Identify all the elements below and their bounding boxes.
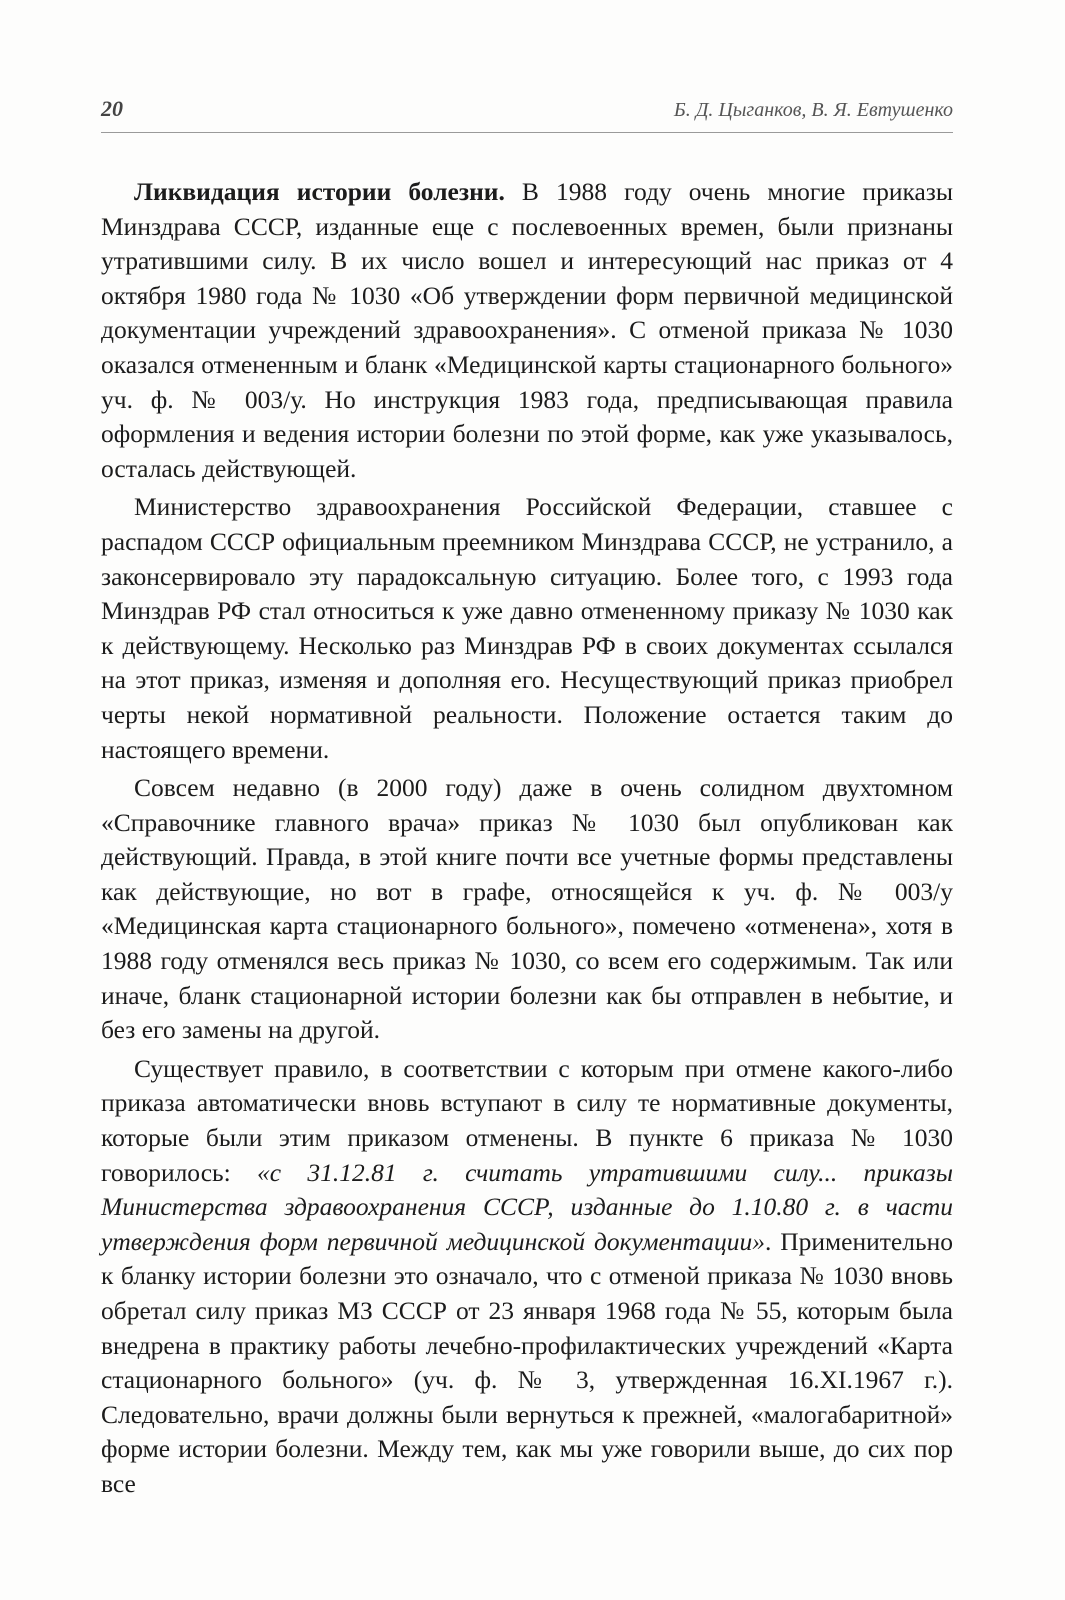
running-head-authors: Б. Д. Цыганков, В. Я. Евтушенко [673,99,953,121]
paragraph-2: Министерство здравоохранения Российской Федерации, ставшее с распадом СССР официальным преемником Минздрава СССР, не устранило, а законсервировало эту парадоксальную ситуацию. Более того, с 1993 года Минздрав РФ стал относиться к уже давно отмененному приказу № 1030 как к действующему. Несколько раз Минздрав РФ в своих документах ссылался на этот приказ, изменяя и дополняя его. Несуществующий приказ приобрел черты некой нормативной реальности. Положение остается таким до настоящего времени. [101,492,953,764]
section-run-in-heading: Ликвидация истории болезни. [134,177,505,206]
header-rule [101,132,953,133]
paragraph-1-text: В 1988 году очень многие приказы Минздрава СССР, изданные еще с послевоенных времен, были признаны утратившими силу. В их число вошел и интересующий нас приказ от 4 октября 1980 года № 1030 «Об утверждении форм первичной медицинской документации учреждений здравоохранения». С отменой приказа № 1030 оказался отмененным и бланк «Медицинской карты стационарного больного» уч. ф. № 003/у. Но инструкция 1983 года, предписывающая правила оформления и ведения истории болезни по этой форме, как уже указывалось, осталась действующей. [101,177,954,483]
page-number: 20 [101,96,123,121]
paragraph-1 [101,175,953,486]
paragraph-4-text-end: . Применительно к бланку истории болезни это означало, что с отменой приказа № 1030 вновь обретал силу приказ МЗ СССР от 23 января 1968 года № 55, которым была внедрена в практику работы лечебно-профилактических учреждений «Карта стационарного больного» (уч. ф. № 3, утвержденная 16.XI.1967 г.). Следовательно, врачи должны были вернуться к прежней, «малогабаритной» форме истории болезни. Между тем, как мы уже говорили выше, до сих пор все [101,1226,953,1498]
body-text [101,175,953,1506]
order-quote: «с 31.12.81 г. считать утратившими силу... приказы Министерства здравоохранения СССР, изданные до 1.10.80 г. в части утверждения форм первичной медицинской документации» [101,1157,953,1256]
paragraph-3: Совсем недавно (в 2000 году) даже в очень солидном двухтомном «Справочнике главного врача» приказ № 1030 был опубликован как действующий. Правда, в этой книге почти все учетные формы представлены как действующие, но вот в графе, относящейся к уч. ф. № 003/у «Медицинская карта стационарного больного», помечено «отменена», хотя в 1988 году отменялся весь приказ № 1030, со всем его содержимым. Так или иначе, бланк стационарной истории болезни как бы отправлен в небытие, и без его замены на другой. [101,773,953,1045]
running-head [101,96,953,130]
paragraph-4 [101,1052,953,1502]
paragraph-4-text-start: Существует правило, в соответствии с которым при отмене какого-либо приказа автоматически вновь вступают в силу те нормативные документы, которые были этим приказом отменены. В пункте 6 приказа № 1030 говорилось: [101,1053,953,1187]
